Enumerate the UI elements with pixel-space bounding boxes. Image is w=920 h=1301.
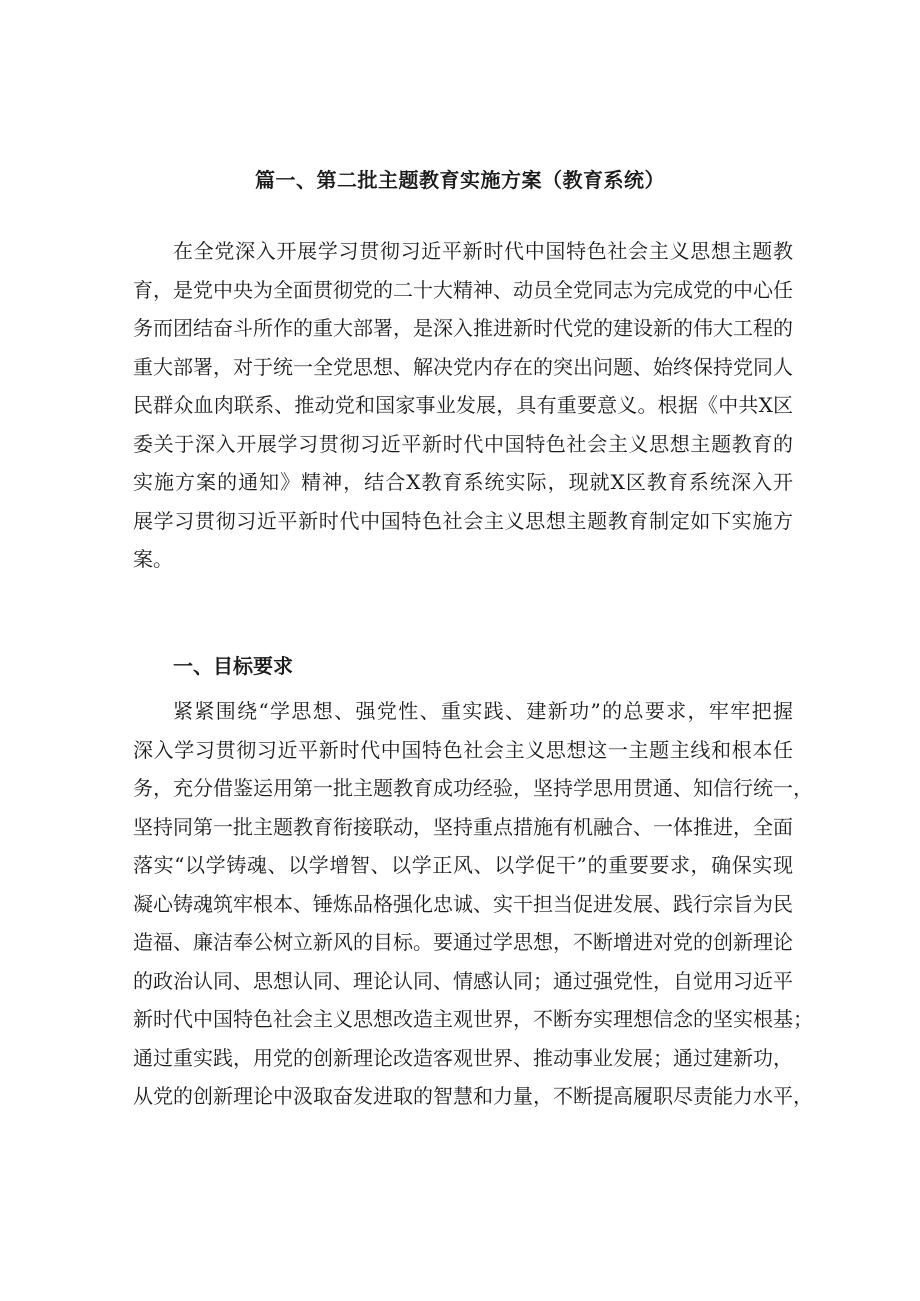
paragraph-line: 育，是党中央为全面贯彻党的二十大精神、动员全党同志为完成党的中心任	[133, 277, 793, 302]
paragraph-intro	[133, 232, 793, 579]
paragraph-line: 紧紧围绕“学思想、强党性、重实践、建新功”的总要求，牢牢把握	[173, 699, 793, 723]
paragraph-line: 务，充分借鉴运用第一批主题教育成功经验，坚持学思用贯通、知信行统一，	[133, 776, 813, 800]
paragraph-line: 重大部署，对于统一全党思想、解决党内存在的突出问题、始终保持党同人	[133, 354, 793, 379]
document-title: 篇一、第二批主题教育实施方案（教育系统）	[255, 168, 665, 192]
section-heading: 一、目标要求	[173, 654, 293, 678]
paragraph-line: 展学习贯彻习近平新时代中国特色社会主义思想主题教育制定如下实施方	[133, 508, 793, 533]
paragraph-line: 民群众血肉联系、推动党和国家事业发展，具有重要意义。根据《中共X区	[133, 393, 793, 417]
paragraph-line: 落实“以学铸魂、以学增智、以学正风、以学促干”的重要要求，确保实现	[133, 853, 793, 877]
paragraph-line: 务而团结奋斗所作的重大部署，是深入推进新时代党的建设新的伟大工程的	[133, 316, 793, 340]
paragraph-line: 深入学习贯彻习近平新时代中国特色社会主义思想这一主题主线和根本任	[133, 737, 793, 762]
paragraph-line: 案。	[133, 547, 173, 571]
paragraph-line: 从党的创新理论中汲取奋发进取的智慧和力量，不断提高履职尽责能力水平，	[133, 1084, 813, 1108]
paragraph-goals	[133, 692, 813, 1116]
paragraph-line: 造福、廉洁奉公树立新风的目标。要通过学思想，不断增进对党的创新理论	[133, 930, 793, 954]
paragraph-line: 通过重实践，用党的创新理论改造客观世界、推动事业发展；通过建新功，	[133, 1045, 793, 1070]
paragraph-line: 坚持同第一批主题教育衔接联动，坚持重点措施有机融合、一体推进，全面	[133, 814, 793, 839]
paragraph-line: 凝心铸魂筑牢根本、锤炼品格强化忠诚、实干担当促进发展、践行宗旨为民	[133, 891, 793, 916]
paragraph-line: 在全党深入开展学习贯彻习近平新时代中国特色社会主义思想主题教	[173, 239, 793, 263]
paragraph-line: 委关于深入开展学习贯彻习近平新时代中国特色社会主义思想主题教育的	[133, 431, 793, 456]
paragraph-line: 新时代中国特色社会主义思想改造主观世界，不断夯实理想信念的坚实根基；	[133, 1007, 813, 1031]
paragraph-line: 实施方案的通知》精神，结合X教育系统实际，现就X区教育系统深入开	[133, 470, 793, 494]
paragraph-line: 的政治认同、思想认同、理论认同、情感认同；通过强党性，自觉用习近平	[133, 968, 793, 993]
